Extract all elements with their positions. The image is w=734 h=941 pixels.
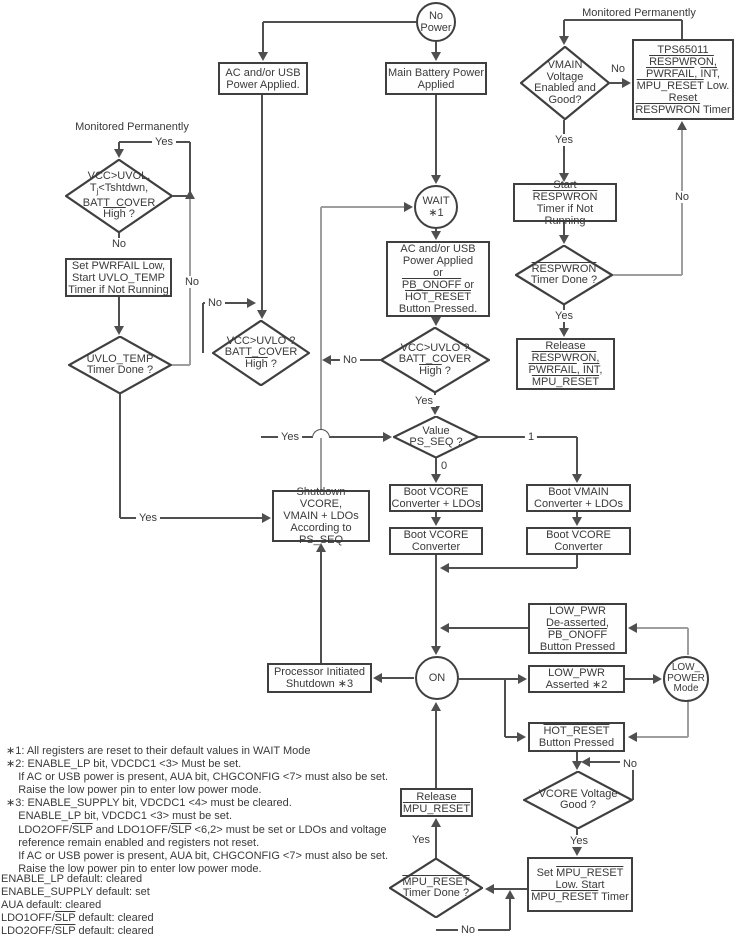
- box-label: Shutdown VCORE, VMAIN + LDOs According to PS_SEQ: [283, 486, 359, 546]
- state-label: ON: [428, 672, 446, 684]
- connector-line: [435, 555, 437, 647]
- connector-line: [202, 303, 204, 353]
- box-low-pwr-asserted: [528, 665, 625, 693]
- text-line: reference remain enabled and registers not reset.: [6, 836, 260, 849]
- arrowhead: [517, 732, 526, 742]
- arrowhead: [572, 847, 582, 856]
- box-main-battery: [385, 62, 487, 95]
- arrowhead: [431, 517, 441, 526]
- state-low-power-mode: [663, 656, 709, 702]
- arrowhead: [322, 355, 331, 365]
- decision-label: MPU_RESET Timer Done ?: [402, 875, 470, 899]
- connector-line: [687, 701, 689, 737]
- text-line: ENABLE_LP default: cleared: [1, 873, 143, 885]
- box-label: LOW_PWR De-asserted, PB_ONOFF Button Pressed: [539, 604, 616, 653]
- label-no: No: [672, 191, 692, 203]
- arrowhead: [518, 674, 527, 684]
- arrowhead: [431, 818, 441, 827]
- text-line: AUA default: cleared: [1, 899, 102, 911]
- connector-line: [435, 458, 437, 474]
- label-no: No: [340, 354, 360, 366]
- label-yes: Yes: [567, 835, 591, 847]
- connector-line: [613, 274, 682, 276]
- box-label: Boot VMAIN Converter + LDOs: [534, 486, 623, 510]
- arrowhead: [431, 317, 441, 326]
- arrowhead: [431, 231, 441, 240]
- arrowhead: [431, 52, 441, 61]
- box-label: Boot VCORE Converter: [403, 529, 469, 553]
- decision-vcc-uvol: [65, 159, 173, 233]
- connector-line: [435, 95, 437, 176]
- connector-line: [320, 207, 322, 490]
- label-0: 0: [438, 460, 450, 472]
- decision-ps-seq: [393, 416, 479, 458]
- connector-line: [189, 142, 191, 196]
- box-ac-usb-applied: [218, 62, 308, 95]
- arrowhead: [373, 673, 382, 683]
- connector-line: [172, 364, 190, 366]
- connector-line: [509, 898, 511, 930]
- label-yes: Yes: [278, 431, 302, 443]
- box-label: Boot VCORE Converter + LDOs: [391, 486, 481, 510]
- arrowhead: [559, 173, 569, 182]
- state-label: WAIT ∗1: [422, 195, 450, 219]
- connector-line: [576, 437, 578, 475]
- box-processor-shutdown: [267, 663, 372, 693]
- state-label: LOW_ POWER Mode: [667, 662, 705, 695]
- label-no: No: [620, 758, 640, 770]
- state-on: [415, 656, 459, 700]
- label-no: No: [458, 924, 478, 936]
- connector-line: [435, 42, 437, 52]
- arrowhead: [653, 674, 662, 684]
- arrowhead: [383, 432, 392, 442]
- box-set-mpu-reset: [527, 857, 633, 912]
- connector-line: [263, 21, 416, 23]
- state-wait: [414, 185, 458, 229]
- arrowhead: [431, 646, 441, 655]
- arrowhead: [257, 310, 267, 319]
- arrowhead: [628, 623, 637, 633]
- decision-label: Value PS_SEQ ?: [409, 424, 463, 448]
- box-boot-vcore-converter-left: [389, 527, 483, 555]
- connector-line: [504, 679, 506, 737]
- box-low-pwr-deasserted: [528, 603, 627, 654]
- decision-label: UVLO_TEMP Timer Done ?: [86, 352, 154, 376]
- decision-label: VCC>UVOL, $T_j<Tshtdwn$, BATT_COVER High ?: [82, 170, 156, 221]
- text-line: $LDO2OFF/\overline{SLP}$ and $LDO1OFF/\overline{SLP} <6,2>$ must be set or LDOs and voltage: [6, 823, 387, 836]
- text-line: If AC or USB power is present, AUA bit, CHGCONFIG <7> must also be set.: [6, 849, 389, 862]
- box-label: AC and/or USB Power Applied or PB_ONOFF or HOT_RESET Button Pressed.: [398, 243, 478, 315]
- connector-line: [625, 678, 655, 680]
- connector-line: [563, 120, 565, 174]
- arrowhead: [431, 175, 441, 184]
- text-line: ENABLE_SUPPLY default: set: [1, 886, 150, 898]
- arrowhead: [185, 190, 195, 199]
- state-no-power: [416, 2, 456, 42]
- label-yes: Yes: [552, 134, 576, 146]
- arrowhead: [440, 563, 449, 573]
- arrowhead: [622, 78, 631, 88]
- box-label: Release RESPWRON, PWRFAIL, $\overline{INT}$, MPU_RESET: [528, 340, 603, 388]
- decision-vmain-good: [520, 46, 610, 120]
- arrowhead: [559, 328, 569, 337]
- arrowhead: [628, 732, 637, 742]
- label-no: No: [182, 276, 202, 288]
- connector-line: [330, 436, 384, 438]
- label-yes: Yes: [409, 834, 433, 846]
- box-wait-exit-events: [386, 241, 490, 317]
- arrowhead: [485, 884, 494, 894]
- text-line: ∗2: ENABLE_LP bit, VDCDC1 <3> Must be set.: [6, 758, 242, 771]
- arrowhead: [404, 202, 413, 212]
- text-line: ENABLE_LP bit, VDCDC1 <3> must be set.: [6, 810, 233, 823]
- label-monitored-permanently-left: Monitored Permanently: [75, 121, 189, 133]
- box-label: HOT_RESET Button Pressed: [538, 725, 615, 749]
- box-set-pwrfail: [65, 258, 172, 297]
- decision-vcc-uvlo-center: [380, 327, 490, 393]
- connector-line: [262, 22, 264, 53]
- box-label: Processor Initiated Shutdown ∗3: [273, 666, 366, 690]
- arrowhead: [572, 517, 582, 526]
- box-start-respwron-timer: [513, 178, 617, 227]
- box-label: TPS65011 RESPWRON, PWRFAIL, $\overline{INT}$, MPU_RESET Low. Reset RESPWRON Timer: [635, 43, 731, 116]
- label-yes: Yes: [552, 310, 576, 322]
- connector-line: [118, 297, 120, 327]
- text-line: ∗3: ENABLE_SUPPLY bit, VDCDC1 <4> must be cleared.: [6, 797, 292, 810]
- arrowhead: [505, 890, 515, 899]
- arrowhead: [572, 474, 582, 483]
- connector-line: [681, 20, 683, 39]
- decision-label: VCC>UVLO ? BATT_COVER High ?: [398, 341, 472, 377]
- connector-line: [576, 555, 578, 568]
- label-monitored-permanently-right: Monitored Permanently: [582, 7, 696, 19]
- label-no: No: [109, 238, 129, 250]
- footnotes: [6, 745, 436, 876]
- label-yes: Yes: [412, 395, 436, 407]
- connector-line: [459, 678, 519, 680]
- decision-label: VCC>UVLO ? BATT_COVER High ?: [224, 334, 298, 370]
- default-values: [1, 873, 301, 938]
- decision-label: VCORE Voltage Good ?: [538, 787, 618, 811]
- label-no: No: [205, 297, 225, 309]
- connector-line: [610, 82, 622, 84]
- text-line: If AC or USB power is present, AUA bit, CHGCONFIG <7> must also be set.: [6, 771, 389, 784]
- text-line: Raise the low power pin to enter low power mode.: [6, 862, 262, 875]
- state-label: No Power: [420, 10, 452, 34]
- decision-uvlo-temp-done: [68, 336, 172, 394]
- connector-line: [563, 20, 565, 37]
- arrowhead: [247, 298, 256, 308]
- decision-vcore-good: [523, 771, 633, 829]
- text-line: $LDO2OFF/\overline{SLP}$ default: cleared: [1, 925, 154, 937]
- label-1: 1: [525, 431, 537, 443]
- connector-line: [564, 19, 682, 21]
- box-tps65011-reset: [632, 39, 734, 120]
- connector-line: [119, 394, 121, 518]
- arrowhead: [559, 235, 569, 244]
- arrowhead: [431, 474, 441, 483]
- connector-line: [687, 628, 689, 655]
- box-label: Start RESPWRON Timer if Not Running: [532, 178, 598, 227]
- box-shutdown-sequence: [272, 486, 370, 546]
- label-yes: Yes: [136, 512, 160, 524]
- arrowhead: [430, 406, 440, 415]
- box-label: Set MPU_RESET Low. Start MPU_RESET Timer: [531, 866, 629, 903]
- decision-vcc-uvlo-left: [212, 320, 310, 386]
- label-yes: Yes: [152, 136, 176, 148]
- box-label: Boot VCORE Converter: [546, 529, 611, 553]
- arrowhead: [431, 702, 441, 711]
- box-label: LOW_PWR Asserted ∗2: [545, 667, 608, 691]
- arrowhead: [559, 36, 569, 45]
- arrowhead: [258, 52, 268, 61]
- arrowhead: [316, 543, 326, 552]
- box-label: AC and/or USB Power Applied.: [225, 66, 301, 91]
- decision-label: RESPWRON Timer Done ?: [530, 262, 598, 286]
- text-line: ∗1: All registers are reset to their default values in WAIT Mode: [6, 745, 311, 757]
- decision-label: VMAIN Voltage Enabled and Good?: [534, 59, 596, 106]
- text-line: Raise the low power pin to enter low power mode.: [6, 784, 262, 797]
- box-boot-vcore-ldos: [389, 484, 483, 512]
- box-boot-vmain-ldos: [526, 484, 631, 512]
- connector-line: [448, 627, 528, 629]
- decision-respwron-timer-done: [515, 245, 613, 305]
- connector-line: [321, 206, 405, 208]
- connector-line: [634, 736, 688, 738]
- box-boot-vcore-converter-right: [526, 527, 631, 555]
- box-label: Main Battery Power Applied: [388, 66, 484, 91]
- arrowhead: [440, 623, 449, 633]
- text-line: $LDO1OFF/\overline{SLP}$ default: cleared: [1, 912, 154, 924]
- crossover-hop: [312, 429, 330, 438]
- connector-line: [448, 567, 577, 569]
- connector-line: [634, 627, 688, 629]
- arrowhead: [677, 121, 687, 130]
- connector-line: [261, 95, 263, 311]
- connector-line: [320, 551, 322, 663]
- arrowhead: [114, 326, 124, 335]
- box-release-respwron: [516, 338, 615, 390]
- box-label: Set PWRFAIL Low, Start UVLO_TEMP Timer if Not Running: [68, 259, 169, 296]
- connector-line: [381, 677, 414, 679]
- arrowhead: [262, 513, 271, 523]
- box-hot-reset-pressed: [528, 722, 625, 752]
- label-no: No: [610, 63, 626, 75]
- arrowhead: [114, 149, 124, 158]
- box-label: Release MPU_RESET: [402, 790, 471, 815]
- arrowhead: [581, 757, 590, 767]
